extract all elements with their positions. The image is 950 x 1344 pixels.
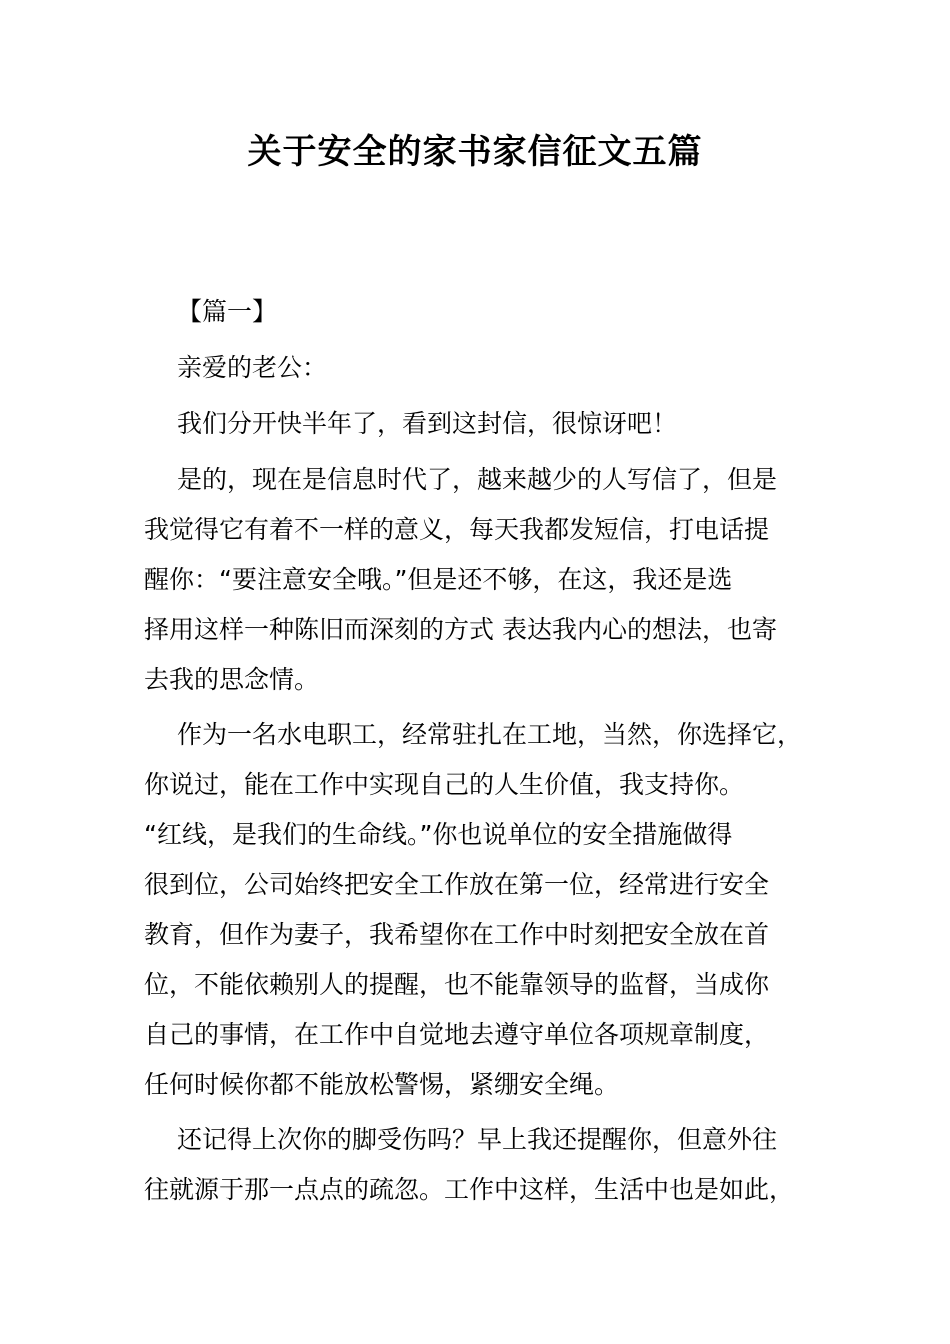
document-title: 关于安全的家书家信征文五篇 <box>247 132 703 172</box>
text-line: 自己的事情，在工作中自觉地去遵守单位各项规章制度， <box>144 1020 770 1049</box>
text-line: “红线，是我们的生命线。”你也说单位的安全措施做得 <box>144 820 733 849</box>
section-heading: 【篇一】 <box>177 297 278 326</box>
text-line: 去我的思念情。 <box>144 665 320 694</box>
text-line: 很到位，公司始终把安全工作放在第一位，经常进行安全 <box>144 870 770 899</box>
text-line: 任何时候你都不能放松警惕，紧绷安全绳。 <box>144 1070 620 1099</box>
text-line: 你说过，能在工作中实现自己的人生价值，我支持你。 <box>144 770 745 799</box>
text-line: 醒你：“要注意安全哦。”但是还不够，在这，我还是选 <box>144 565 733 594</box>
text-line: 择用这样一种陈旧而深刻的方式 表达我内心的想法，也寄 <box>144 615 777 644</box>
text-line: 还记得上次你的脚受伤吗？早上我还提醒你，但意外往 <box>177 1125 778 1154</box>
text-line: 作为一名水电职工，经常驻扎在工地，当然，你选择它， <box>177 720 803 749</box>
text-line: 教育，但作为妻子，我希望你在工作中时刻把安全放在首 <box>144 920 770 949</box>
text-line: 我们分开快半年了，看到这封信，很惊讶吧！ <box>177 409 678 438</box>
text-line: 我觉得它有着不一样的意义，每天我都发短信，打电话提 <box>144 515 770 544</box>
text-line: 位，不能依赖别人的提醒，也不能靠领导的监督，当成你 <box>144 970 770 999</box>
text-line: 是的，现在是信息时代了，越来越少的人写信了，但是 <box>177 465 778 494</box>
text-line: 往就源于那一点点的疏忽。工作中这样，生活中也是如此， <box>144 1175 795 1204</box>
salutation: 亲爱的老公： <box>177 353 328 382</box>
